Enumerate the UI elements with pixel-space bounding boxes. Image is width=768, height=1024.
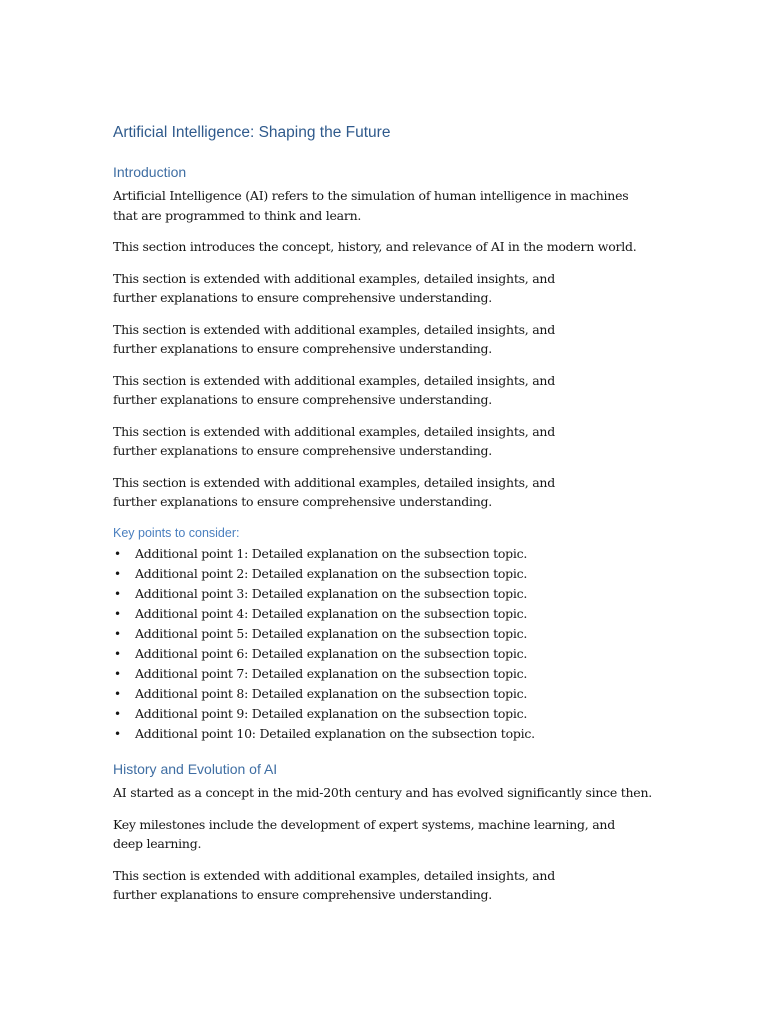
list-item-text: Additional point 1: Detailed explanation on the subsection topic.	[135, 545, 528, 561]
intro-paragraph-4: This section is extended with additional examples, detailed insights, and further explanations to ensure comprehensive understanding.	[113, 321, 555, 356]
list-item	[113, 624, 673, 644]
list-item	[113, 584, 673, 604]
document-title: Artificial Intelligence: Shaping the Future	[113, 124, 391, 141]
bullet-icon: •	[114, 706, 121, 721]
list-item-text: Additional point 6: Detailed explanation on the subsection topic.	[135, 645, 528, 661]
bullet-icon: •	[114, 566, 121, 581]
history-paragraph-1: AI started as a concept in the mid-20th century and has evolved significantly since then.	[113, 785, 652, 800]
list-item	[113, 704, 673, 724]
intro-paragraph-3: This section is extended with additional examples, detailed insights, and further explanations to ensure comprehensive understanding.	[113, 270, 555, 305]
list-item-text: Additional point 5: Detailed explanation on the subsection topic.	[135, 625, 528, 641]
introduction-heading: Introduction	[113, 164, 187, 180]
list-item	[113, 724, 673, 744]
list-item	[113, 544, 673, 564]
history-paragraph-3: This section is extended with additional examples, detailed insights, and further explanations to ensure comprehensive understanding.	[113, 867, 555, 902]
list-item	[113, 684, 673, 704]
list-item	[113, 564, 673, 584]
key-points-heading: Key points to consider:	[113, 525, 240, 540]
bullet-icon: •	[114, 686, 121, 701]
list-item	[113, 604, 673, 624]
intro-paragraph-2: This section introduces the concept, history, and relevance of AI in the modern world.	[113, 239, 637, 254]
list-item-text: Additional point 2: Detailed explanation on the subsection topic.	[135, 565, 528, 581]
list-item-text: Additional point 3: Detailed explanation on the subsection topic.	[135, 585, 528, 601]
bullet-icon: •	[114, 586, 121, 601]
bullet-icon: •	[114, 646, 121, 661]
bullet-icon: •	[114, 606, 121, 621]
list-item-text: Additional point 9: Detailed explanation on the subsection topic.	[135, 705, 528, 721]
history-paragraph-2: Key milestones include the development of expert systems, machine learning, and deep learning.	[113, 816, 615, 851]
history-heading: History and Evolution of AI	[113, 761, 278, 777]
bullet-icon: •	[114, 726, 121, 741]
list-item	[113, 644, 673, 664]
key-points-list	[113, 544, 673, 744]
intro-paragraph-6: This section is extended with additional examples, detailed insights, and further explanations to ensure comprehensive understanding.	[113, 423, 555, 458]
bullet-icon: •	[114, 626, 121, 641]
intro-paragraph-7: This section is extended with additional examples, detailed insights, and further explanations to ensure comprehensive understanding.	[113, 474, 555, 509]
intro-paragraph-1: Artificial Intelligence (AI) refers to the simulation of human intelligence in machines that are programmed to think and learn.	[113, 188, 629, 223]
bullet-icon: •	[114, 546, 121, 561]
history-section	[113, 759, 673, 917]
list-item-text: Additional point 4: Detailed explanation on the subsection topic.	[135, 605, 528, 621]
list-item-text: Additional point 10: Detailed explanation on the subsection topic.	[135, 725, 535, 741]
intro-paragraph-5: This section is extended with additional examples, detailed insights, and further explanations to ensure comprehensive understanding.	[113, 372, 555, 407]
list-item-text: Additional point 7: Detailed explanation on the subsection topic.	[135, 665, 528, 681]
list-item-text: Additional point 8: Detailed explanation on the subsection topic.	[135, 685, 528, 701]
introduction-section	[113, 162, 673, 744]
list-item	[113, 664, 673, 684]
bullet-icon: •	[114, 666, 121, 681]
